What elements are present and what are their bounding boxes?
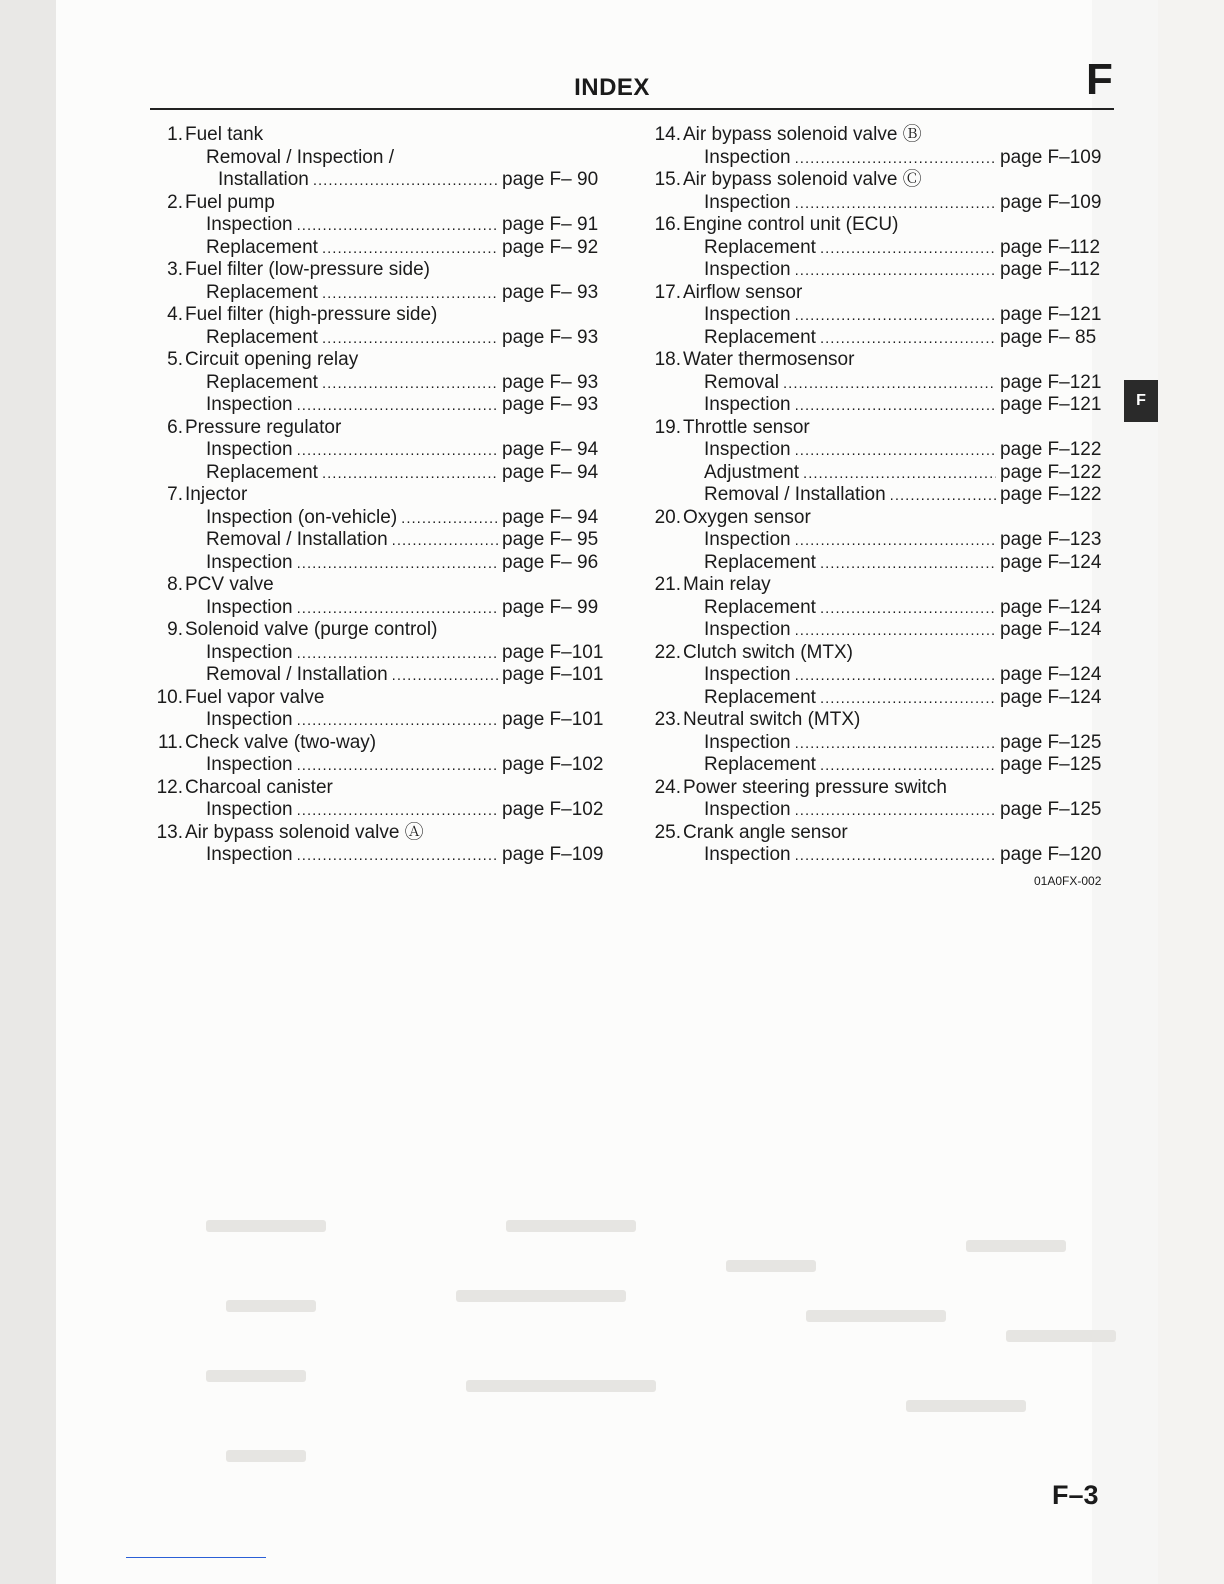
dot-leader (795, 439, 996, 463)
index-entry (146, 214, 620, 237)
entry-label: Inspection (206, 754, 293, 775)
heading-number: 25. (654, 821, 681, 843)
index-heading (644, 124, 1118, 147)
heading-number: 19. (654, 416, 681, 438)
dot-leader (297, 439, 498, 463)
dot-leader (795, 192, 996, 216)
dot-leader (297, 642, 498, 666)
heading-number: 9. (167, 619, 183, 640)
heading-number: 5. (167, 349, 183, 370)
heading-title: Clutch switch (MTX) (683, 641, 853, 663)
index-heading (146, 349, 620, 372)
dot-leader (297, 709, 498, 733)
index-entry (146, 799, 620, 822)
index-heading (644, 507, 1118, 530)
entry-label: Replacement (704, 326, 816, 348)
entry-label: Removal / Installation (704, 484, 886, 505)
index-heading (146, 732, 620, 755)
index-entry (644, 529, 1118, 552)
index-entry (644, 597, 1118, 620)
heading-title: Main relay (683, 574, 771, 595)
entry-page-ref: page F– 94 (502, 439, 599, 460)
entry-page-ref: page F–120 (1000, 844, 1102, 865)
header-rule (150, 108, 1114, 110)
heading-number: 17. (654, 281, 681, 303)
entry-page-ref: page F–124 (1000, 664, 1102, 685)
dot-leader (795, 259, 996, 283)
heading-title: Air bypass solenoid valve Ⓐ (185, 821, 424, 843)
index-heading (146, 304, 620, 327)
entry-page-ref: page F–121 (1000, 394, 1102, 415)
entry-label: Adjustment (704, 461, 800, 483)
entry-label: Removal / Installation (206, 664, 388, 685)
heading-title: PCV valve (185, 574, 274, 595)
page-number: F–3 (1052, 1480, 1099, 1510)
entry-page-ref: page F– 94 (502, 461, 599, 483)
heading-number: 4. (167, 304, 183, 325)
dot-leader (392, 529, 498, 553)
index-heading (146, 619, 620, 642)
dot-leader (322, 462, 498, 486)
index-heading (146, 687, 620, 710)
entry-label: Inspection (206, 709, 293, 730)
index-entry (146, 754, 620, 777)
heading-number: 18. (654, 349, 681, 370)
entry-label: Inspection (704, 529, 791, 550)
entry-page-ref: page F–125 (1000, 799, 1102, 820)
entry-label: Replacement (206, 371, 318, 393)
heading-title: Power steering pressure switch (683, 776, 947, 798)
entry-label: Replacement (206, 326, 318, 348)
index-entry (644, 619, 1118, 642)
heading-title: Circuit opening relay (185, 349, 359, 370)
index-heading (644, 642, 1118, 665)
heading-number: 8. (167, 574, 183, 595)
dot-leader (783, 372, 996, 396)
index-entry (146, 282, 620, 305)
dot-leader (795, 844, 996, 868)
index-entry (644, 372, 1118, 395)
entry-label: Inspection (704, 799, 791, 820)
heading-number: 16. (654, 214, 681, 235)
dot-leader (313, 169, 498, 193)
dot-leader (392, 664, 498, 688)
entry-label: Inspection (206, 439, 293, 460)
index-entry (146, 237, 620, 260)
heading-number: 20. (654, 506, 681, 528)
dot-leader (795, 799, 996, 823)
dot-leader (820, 237, 996, 261)
index-entry (644, 462, 1118, 485)
entry-page-ref: page F–109 (502, 844, 604, 865)
index-heading (146, 192, 620, 215)
index-heading (644, 169, 1118, 192)
entry-label: Inspection (704, 259, 791, 280)
entry-label: Replacement (206, 461, 318, 483)
entry-label: Inspection (704, 146, 791, 168)
index-heading (644, 574, 1118, 597)
heading-number: 12. (156, 776, 183, 798)
page-edge-shadow (0, 0, 56, 1584)
heading-title: Fuel tank (185, 124, 264, 145)
index-heading (644, 214, 1118, 237)
index-entry (644, 394, 1118, 417)
dot-leader (297, 844, 498, 868)
heading-number: 23. (654, 709, 681, 730)
heading-title: Pressure regulator (185, 416, 342, 438)
entry-label: Inspection (206, 394, 293, 415)
heading-title: Fuel filter (high-pressure side) (185, 304, 438, 325)
index-entry (644, 259, 1118, 282)
entry-page-ref: page F–125 (1000, 731, 1102, 753)
index-heading (644, 709, 1118, 732)
index-entry (644, 844, 1118, 867)
dot-leader (820, 552, 996, 576)
index-entry (146, 462, 620, 485)
dot-leader (401, 507, 498, 531)
heading-title: Solenoid valve (purge control) (185, 619, 438, 640)
index-entry (146, 529, 620, 552)
heading-title: Air bypass solenoid valve Ⓒ (683, 169, 922, 190)
entry-label: Inspection (704, 304, 791, 325)
section-tab: F (1124, 380, 1158, 422)
index-heading (644, 777, 1118, 800)
index-entry (146, 664, 620, 687)
index-heading (146, 574, 620, 597)
heading-title: Engine control unit (ECU) (683, 214, 899, 235)
heading-title: Water thermosensor (683, 349, 855, 370)
entry-page-ref: page F– 95 (502, 529, 599, 550)
entry-label: Inspection (704, 394, 791, 415)
entry-page-ref: page F– 93 (502, 371, 599, 393)
index-entry (146, 507, 620, 530)
index-entry (644, 237, 1118, 260)
entry-page-ref: page F–124 (1000, 596, 1102, 618)
dot-leader (820, 687, 996, 711)
entry-label: Inspection (704, 844, 791, 865)
entry-label: Inspection (on-vehicle) (206, 506, 398, 528)
index-entry (644, 327, 1118, 350)
dot-leader (297, 597, 498, 621)
heading-title: Airflow sensor (683, 281, 803, 303)
heading-number: 10. (156, 686, 183, 708)
dot-leader (820, 327, 996, 351)
entry-label: Replacement (704, 236, 816, 258)
entry-label: Replacement (704, 686, 816, 708)
entry-page-ref: page F–122 (1000, 439, 1102, 460)
heading-title: Fuel pump (185, 191, 275, 213)
bottom-link-underline (126, 1557, 266, 1558)
index-entry (146, 552, 620, 575)
entry-page-ref: page F–122 (1000, 461, 1102, 483)
index-entry (644, 732, 1118, 755)
entry-label: Replacement (704, 754, 816, 775)
entry-page-ref: page F–124 (1000, 619, 1102, 640)
dot-leader (890, 484, 996, 508)
entry-page-ref: page F– 92 (502, 236, 599, 258)
entry-page-ref: page F–122 (1000, 484, 1102, 505)
index-entry (644, 192, 1118, 215)
entry-page-ref: page F–109 (1000, 146, 1102, 168)
heading-title: Check valve (two-way) (185, 731, 377, 753)
entry-page-ref: page F–101 (502, 664, 604, 685)
heading-number: 3. (167, 259, 183, 280)
heading-number: 13. (156, 821, 183, 843)
dot-leader (322, 282, 498, 306)
index-entry (644, 484, 1118, 507)
entry-page-ref: page F– 93 (502, 281, 599, 303)
dot-leader (297, 214, 498, 238)
entry-label: Inspection (704, 664, 791, 685)
dot-leader (795, 147, 996, 171)
entry-page-ref: page F–121 (1000, 304, 1102, 325)
entry-label: Inspection (206, 596, 293, 618)
entry-label: Inspection (206, 214, 293, 235)
heading-number: 24. (654, 776, 681, 798)
heading-title: Throttle sensor (683, 416, 810, 438)
index-entry (146, 169, 620, 192)
heading-title: Crank angle sensor (683, 821, 848, 843)
entry-page-ref: page F– 85 (1000, 326, 1097, 348)
dot-leader (322, 327, 498, 351)
heading-number: 1. (167, 124, 183, 145)
heading-number: 11. (157, 731, 183, 753)
entry-page-ref: page F– 99 (502, 596, 599, 618)
heading-title: Charcoal canister (185, 776, 333, 798)
entry-label: Replacement (206, 236, 318, 258)
entry-page-ref: page F–124 (1000, 551, 1102, 573)
dot-leader (795, 732, 996, 756)
heading-title: Fuel filter (low-pressure side) (185, 259, 430, 280)
dot-leader (795, 394, 996, 418)
entry-label: Inspection (206, 641, 293, 663)
entry-label: Installation (218, 169, 309, 190)
heading-title: Neutral switch (MTX) (683, 709, 861, 730)
index-entry (146, 642, 620, 665)
index-heading (146, 259, 620, 282)
index-entry (644, 147, 1118, 170)
index-entry (146, 327, 620, 350)
entry-page-ref: page F– 91 (502, 214, 599, 235)
index-entry (644, 687, 1118, 710)
bleed-through-text (206, 1200, 1156, 1490)
heading-number: 22. (654, 641, 681, 663)
entry-page-ref: page F– 94 (502, 506, 599, 528)
entry-page-ref: page F–112 (1000, 236, 1101, 258)
entry-label: Replacement (206, 281, 318, 303)
index-entry (644, 754, 1118, 777)
entry-page-ref: page F– 93 (502, 326, 599, 348)
dot-leader (297, 799, 498, 823)
entry-label: Inspection (704, 731, 791, 753)
page-title: INDEX (574, 74, 650, 101)
entry-page-ref: page F–121 (1000, 371, 1102, 393)
index-heading (146, 822, 620, 845)
entry-page-ref: page F–102 (502, 799, 604, 820)
entry-label: Inspection (704, 619, 791, 640)
dot-leader (803, 462, 996, 486)
figure-code: 01A0FX-002 (1034, 874, 1102, 888)
entry-page-ref: page F–109 (1000, 191, 1102, 213)
index-entry (146, 709, 620, 732)
dot-leader (322, 237, 498, 261)
entry-page-ref: page F–101 (502, 709, 604, 730)
index-heading (644, 282, 1118, 305)
entry-label: Replacement (704, 551, 816, 573)
section-letter: F (1086, 55, 1113, 104)
dot-leader (297, 394, 498, 418)
entry-label: Inspection (206, 844, 293, 865)
dot-leader (820, 597, 996, 621)
entry-label: Removal / Installation (206, 529, 388, 550)
heading-number: 21. (654, 574, 681, 595)
entry-label: Removal / Inspection / (206, 146, 394, 168)
index-heading (146, 484, 620, 507)
heading-title: Fuel vapor valve (185, 686, 325, 708)
dot-leader (297, 754, 498, 778)
index-heading (146, 777, 620, 800)
index-entry (644, 552, 1118, 575)
entry-page-ref: page F– 96 (502, 551, 599, 573)
index-entry (146, 844, 620, 867)
entry-label: Inspection (704, 439, 791, 460)
entry-label: Inspection (704, 191, 791, 213)
index-entry (146, 372, 620, 395)
index-heading (146, 417, 620, 440)
entry-page-ref: page F–102 (502, 754, 604, 775)
entry-label: Inspection (206, 551, 293, 573)
dot-leader (795, 529, 996, 553)
entry-page-ref: page F–123 (1000, 529, 1102, 550)
heading-number: 14. (654, 124, 681, 145)
index-entry (146, 597, 620, 620)
entry-label: Replacement (704, 596, 816, 618)
entry-page-ref: page F– 90 (502, 169, 599, 190)
index-heading (644, 417, 1118, 440)
index-entry (644, 664, 1118, 687)
entry-page-ref: page F– 93 (502, 394, 599, 415)
heading-title: Air bypass solenoid valve Ⓑ (683, 124, 922, 145)
entry-page-ref: page F–112 (1000, 259, 1101, 280)
index-entry (644, 799, 1118, 822)
dot-leader (795, 304, 996, 328)
index-column-left (146, 124, 620, 867)
index-heading (644, 822, 1118, 845)
index-entry (644, 304, 1118, 327)
index-heading (644, 349, 1118, 372)
dot-leader (795, 664, 996, 688)
heading-number: 6. (167, 416, 183, 438)
heading-title: Oxygen sensor (683, 506, 811, 528)
index-entry (146, 439, 620, 462)
dot-leader (297, 552, 498, 576)
dot-leader (820, 754, 996, 778)
index-heading (146, 124, 620, 147)
heading-number: 15. (654, 169, 681, 190)
entry-page-ref: page F–124 (1000, 686, 1102, 708)
entry-label: Inspection (206, 799, 293, 820)
dot-leader (795, 619, 996, 643)
index-entry (146, 394, 620, 417)
index-entry (146, 147, 620, 170)
heading-title: Injector (185, 484, 248, 505)
entry-page-ref: page F–101 (502, 641, 604, 663)
index-column-right (644, 124, 1118, 867)
heading-number: 2. (167, 191, 183, 213)
heading-number: 7. (167, 484, 183, 505)
entry-page-ref: page F–125 (1000, 754, 1102, 775)
index-entry (644, 439, 1118, 462)
entry-label: Removal (704, 371, 779, 393)
dot-leader (322, 372, 498, 396)
